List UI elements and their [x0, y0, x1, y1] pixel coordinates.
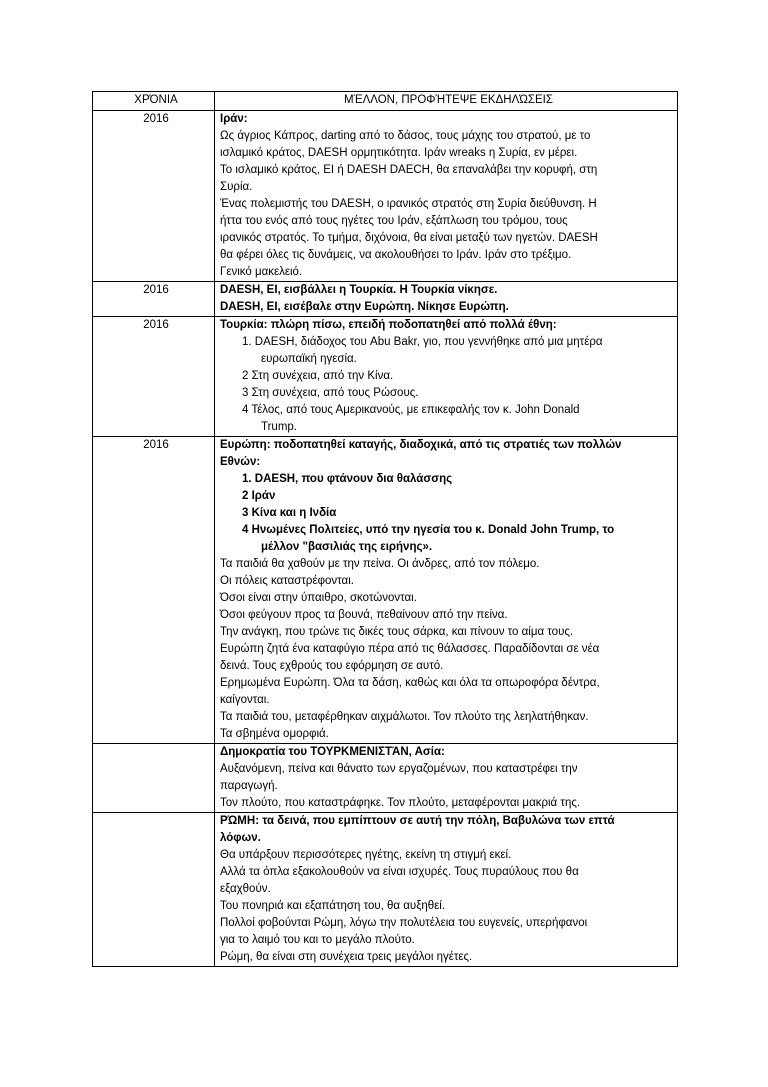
text-line: Γενικό μακελειό. — [220, 266, 303, 278]
text-line: Όσοι φεύγουν προς τα βουνά, πεθαίνουν από την πείνα. — [220, 609, 508, 621]
list-item — [220, 505, 677, 522]
text-line: Οι πόλεις καταστρέφονται. — [220, 575, 354, 587]
content-cell — [215, 282, 678, 317]
list-number: 2 — [242, 370, 249, 382]
list-item — [220, 334, 677, 368]
text-line: Ένας πολεμιστής του DAESH, ο ιρανικός στρατός στη Συρία διεύθυνση. Η — [220, 198, 597, 210]
list-number: 3 — [242, 387, 249, 399]
bold-line: DAESH, ΕΙ, εισβάλλει η Τουρκία. Η Τουρκία νίκησε. — [220, 284, 498, 296]
list-item — [220, 488, 677, 505]
text-line: Την ανάγκη, που τρώνε τις δικές τους σάρκα, και πίνουν το αίμα τους. — [220, 626, 574, 638]
list-number: 3 — [242, 507, 249, 519]
row-title: Ιράν: — [220, 113, 248, 125]
content-cell — [215, 111, 678, 282]
list-number: 2 — [242, 490, 249, 502]
list-text: Στη συνέχεια, από την Κίνα. — [251, 370, 394, 382]
row-title: Δημοκρατία του ΤΟΥΡΚΜΕΝΙΣΤΆΝ, Ασία: — [220, 746, 445, 758]
text-line: θα φέρει όλες τις δυνάμεις, να ακολουθήσει το Ιράν. Ιράν στο τρέξιμο. — [220, 249, 572, 261]
year-cell — [93, 744, 215, 813]
text-line: Αυξανόμενη, πείνα και θάνατο των εργαζομένων, που καταστρέφει την — [220, 763, 578, 775]
table-row — [93, 317, 678, 437]
text-line: δεινά. Τους εχθρούς του εφόρμηση σε αυτό. — [220, 660, 444, 672]
content-cell — [215, 437, 678, 744]
year-cell — [93, 813, 215, 967]
text-line: Το ισλαμικό κράτος, ΕΙ ή DAESH DAECH, θα επαναλάβει την κορυφή, στη — [220, 164, 598, 176]
content-cell — [215, 813, 678, 967]
list-text: Τέλος, από τους Αμερικανούς, με επικεφαλής τον κ. John Donald — [251, 404, 580, 416]
list-item — [220, 368, 677, 385]
year-cell: 2016 — [93, 437, 215, 744]
text-line: Του πονηριά και εξαπάτηση του, θα αυξηθεί. — [220, 900, 446, 912]
year-cell: 2016 — [93, 317, 215, 437]
text-line: Ρώμη, θα είναι στη συνέχεια τρεις μεγάλοι ηγέτες. — [220, 951, 473, 963]
text-line: παραγωγή. — [220, 780, 278, 792]
text-line: Τα σβημένα ομορφιά. — [220, 728, 329, 740]
text-line: ήττα του ενός από τους ηγέτες του Ιράν, εξάπλωση του τρόμου, τους — [220, 215, 568, 227]
list-number: 4 — [242, 524, 249, 536]
table-row — [93, 813, 678, 967]
table-row — [93, 111, 678, 282]
list-text: Ηνωμένες Πολιτείες, υπό την ηγεσία του κ. Donald John Trump, το — [251, 524, 615, 536]
row-title-cont: λόφων. — [220, 832, 261, 844]
list-item — [220, 402, 677, 436]
content-cell — [215, 744, 678, 813]
text-line: Συρία. — [220, 181, 253, 193]
text-line: εξαχθούν. — [220, 883, 271, 895]
list-text: Στη συνέχεια, από τους Ρώσους. — [251, 387, 419, 399]
text-line: Ως άγριος Κάπρος, darting από το δάσος, τους μάχης του στρατού, με το — [220, 130, 591, 142]
list-text: DAESH, διάδοχος του Abu Bakr, γιο, που γεννήθηκε από μια μητέρα — [254, 336, 603, 348]
list-text: Κίνα και η Ινδία — [251, 507, 337, 519]
list-text: Ιράν — [251, 490, 276, 502]
row-title-cont: Εθνών: — [220, 456, 261, 468]
list-number: 1. — [242, 473, 252, 485]
text-line: καίγονται. — [220, 694, 270, 706]
text-line: Ευρώπη ζητά ένα καταφύγιο πέρα από τις θάλασσες. Παραδίδονται σε νέα — [220, 643, 600, 655]
text-line: Τα παιδιά του, μεταφέρθηκαν αιχμάλωτοι. Τον πλούτο της λεηλατήθηκαν. — [220, 711, 589, 723]
text-line: Ερημωμένα Ευρώπη. Όλα τα δάση, καθώς και όλα τα οπωροφόρα δέντρα, — [220, 677, 600, 689]
table-header-row — [93, 92, 678, 111]
bold-line: DAESH, ΕΙ, εισέβαλε στην Ευρώπη. Νίκησε Ευρώπη. — [220, 301, 509, 313]
list-text-cont: Trump. — [261, 421, 297, 433]
text-line: για το λαιμό του και το μεγάλο πλούτο. — [220, 934, 415, 946]
prophecy-table — [92, 91, 678, 967]
list-text: DAESH, που φτάνουν δια θαλάσσης — [254, 473, 453, 485]
year-cell: 2016 — [93, 282, 215, 317]
text-line: Τον πλούτο, που καταστράφηκε. Τον πλούτο, μεταφέρονται μακριά της. — [220, 797, 581, 809]
table-row — [93, 282, 678, 317]
list-item — [220, 471, 677, 488]
list-number: 4 — [242, 404, 249, 416]
text-line: Αλλά τα όπλα εξακολουθούν να είναι ισχυρές. Τους πυραύλους που θα — [220, 866, 579, 878]
row-title: Ευρώπη: ποδοπατηθεί καταγής, διαδοχικά, από τις στρατιές των πολλών — [220, 439, 622, 451]
header-years: ΧΡΌΝΙΑ — [93, 92, 215, 111]
text-line: Όσοι είναι στην ύπαιθρο, σκοτώνονται. — [220, 592, 417, 604]
text-line: ιρανικός στρατός. Το τμήμα, διχόνοια, θα είναι μεταξύ των ηγετών. DAESH — [220, 232, 598, 244]
year-cell: 2016 — [93, 111, 215, 282]
table-row — [93, 437, 678, 744]
table-row — [93, 744, 678, 813]
list-text-cont: ευρωπαϊκή ηγεσία. — [261, 353, 357, 365]
text-line: Θα υπάρξουν περισσότερες ηγέτης, εκείνη τη στιγμή εκεί. — [220, 849, 512, 861]
list-number: 1. — [242, 336, 252, 348]
text-line: Τα παιδιά θα χαθούν με την πείνα. Οι άνδρες, από τον πόλεμο. — [220, 558, 540, 570]
row-title: ΡΏΜΗ: τα δεινά, που εμπίπτουν σε αυτή την πόλη, Βαβυλώνα των επτά — [220, 815, 615, 827]
header-future: ΜΈΛΛΟΝ, ΠΡΟΦΉΤΕΨΕ ΕΚΔΗΛΏΣΕΙΣ — [215, 92, 678, 111]
text-line: Πολλοί φοβούνται Ρώμη, λόγω την πολυτέλεια του ευγενείς, υπερήφανοι — [220, 917, 588, 929]
list-item — [220, 385, 677, 402]
row-title: Τουρκία: πλώρη πίσω, επειδή ποδοπατηθεί από πολλά έθνη: — [220, 319, 557, 331]
content-cell — [215, 317, 678, 437]
list-text-cont: μέλλον "βασιλιάς της ειρήνης». — [261, 541, 433, 553]
list-item — [220, 522, 677, 556]
text-line: ισλαμικό κράτος, DAESH ορμητικότητα. Ιράν wreaks η Συρία, εν μέρει. — [220, 147, 578, 159]
